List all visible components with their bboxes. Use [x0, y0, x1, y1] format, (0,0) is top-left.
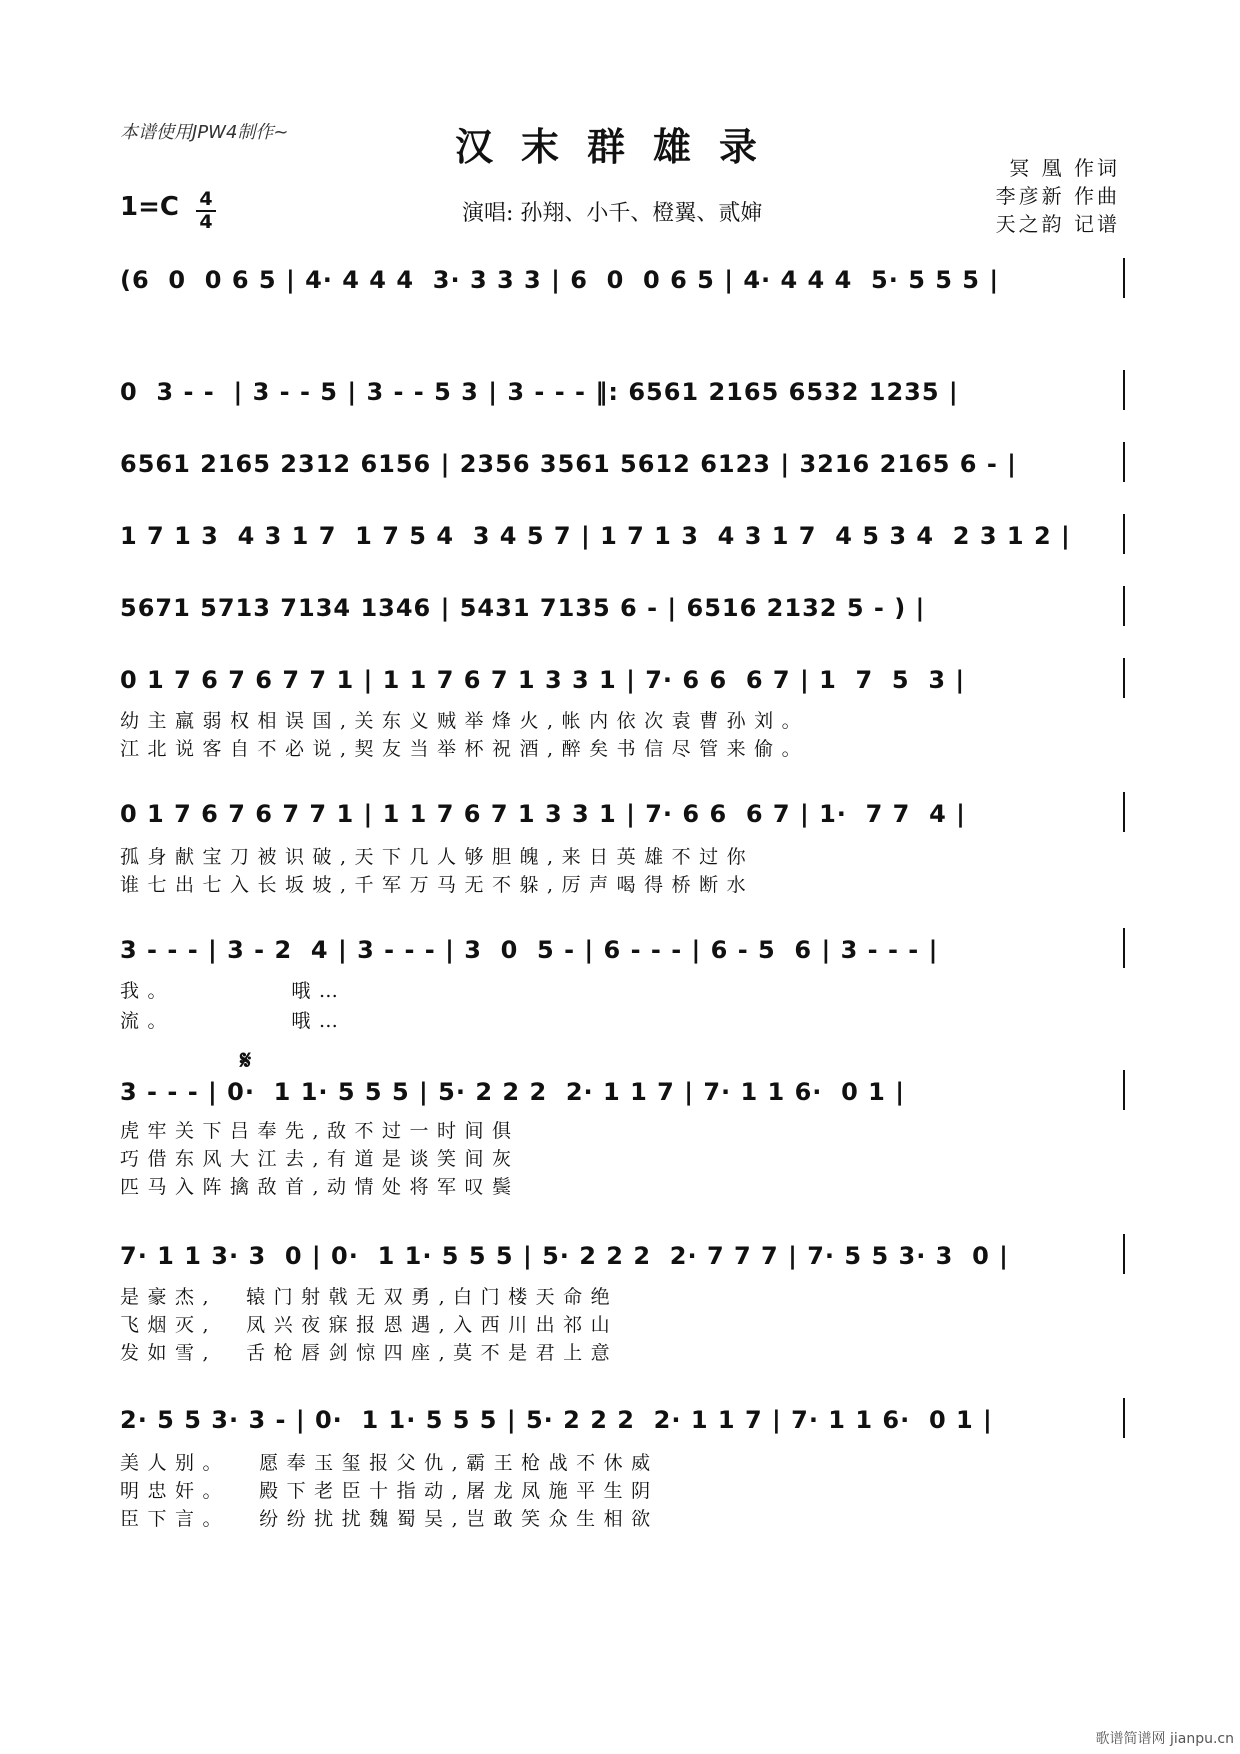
lyric-line: 臣下言。 纷纷扰扰魏蜀吴,岂敢笑众生相欲: [120, 1508, 659, 1530]
notation-line: [120, 440, 1125, 488]
segno-sign: 𝄋: [240, 1046, 252, 1076]
notation-line: [120, 1068, 1125, 1116]
notation-line: [120, 790, 1125, 838]
song-title: 汉末群雄录: [454, 124, 785, 169]
key-signature: 1=C: [120, 192, 179, 222]
lyric-line: 是豪杰, 辕门射戟无双勇,白门楼天命绝: [120, 1286, 619, 1308]
line-end-bar: [1123, 442, 1125, 482]
lyric-line: 流。 哦…: [120, 1010, 347, 1032]
lyric-line: 巧借东风大江去,有道是谈笑间灰: [120, 1148, 520, 1170]
notation-line-notes: 3 - - - | 0· 1 1· 5 5 5 | 5· 2 2 2 2· 1 1 7 | 7· 1 1 6· 0 1 |: [120, 1078, 905, 1106]
notation-line-notes: 0 3 - - | 3 - - 5 | 3 - - 5 3 | 3 - - - ‖: 6561 2165 6532 1235 |: [120, 378, 959, 406]
performers: 演唱: 孙翔、小千、橙翼、贰婶: [462, 201, 763, 226]
lyric-line: 虎牢关下吕奉先,敌不过一时间俱: [120, 1120, 520, 1142]
line-end-bar: [1123, 370, 1125, 410]
line-end-bar: [1123, 514, 1125, 554]
lyric-line: 江北说客自不必说,契友当举杯祝酒,醉矣书信尽管来偷。: [120, 738, 810, 760]
notation-line-notes: 3 - - - | 3 - 2 4 | 3 - - - | 3 0 5 - | 6 - - - | 6 - 5 6 | 3 - - - |: [120, 936, 939, 964]
notation-line-notes: 6561 2165 2312 6156 | 2356 3561 5612 6123 | 3216 2165 6 - |: [120, 450, 1017, 478]
notation-line: [120, 1396, 1125, 1444]
notation-line: [120, 584, 1125, 632]
notation-line-notes: 1 7 1 3 4 3 1 7 1 7 5 4 3 4 5 7 | 1 7 1 3 4 3 1 7 4 5 3 4 2 3 1 2 |: [120, 522, 1071, 550]
composer-credit: 李彦新 作曲: [995, 184, 1120, 208]
time-signature-bottom: 4: [199, 211, 213, 233]
notation-line-notes: 2· 5 5 3· 3 - | 0· 1 1· 5 5 5 | 5· 2 2 2 2· 1 1 7 | 7· 1 1 6· 0 1 |: [120, 1406, 993, 1434]
lyric-line: 孤身献宝刀被识破,天下几人够胆魄,来日英雄不过你: [120, 846, 755, 868]
site-watermark: 歌谱简谱网 jianpu.cn: [1095, 1731, 1234, 1747]
line-end-bar: [1123, 258, 1125, 298]
line-end-bar: [1123, 586, 1125, 626]
notation-line-notes: 5671 5713 7134 1346 | 5431 7135 6 - | 6516 2132 5 - ) |: [120, 594, 926, 622]
notation-line: [120, 926, 1125, 974]
notation-line: [120, 512, 1125, 560]
lyric-line: 匹马入阵擒敌首,动情处将军叹鬓: [120, 1176, 520, 1198]
lyric-line: 飞烟灭, 凤兴夜寐报恩遇,入西川出祁山: [120, 1314, 619, 1336]
notation-line-notes: 0 1 7 6 7 6 7 7 1 | 1 1 7 6 7 1 3 3 1 | 7· 6 6 6 7 | 1· 7 7 4 |: [120, 800, 966, 828]
notation-line: [120, 368, 1125, 416]
lyric-line: 我。 哦…: [120, 980, 347, 1002]
lyricist-credit: 冥 凰 作词: [1009, 156, 1120, 180]
notation-line: [120, 656, 1125, 704]
software-note: 本谱使用JPW4制作~: [120, 122, 289, 143]
line-end-bar: [1123, 792, 1125, 832]
line-end-bar: [1123, 1070, 1125, 1110]
notation-line-notes: 7· 1 1 3· 3 0 | 0· 1 1· 5 5 5 | 5· 2 2 2 2· 7 7 7 | 7· 5 5 3· 3 0 |: [120, 1242, 1009, 1270]
transcriber-credit: 天之韵 记谱: [995, 212, 1120, 236]
lyric-line: 发如雪, 舌枪唇剑惊四座,莫不是君上意: [120, 1342, 619, 1364]
lyric-line: 谁七出七入长坂坡,千军万马无不躲,厉声喝得桥断水: [120, 874, 755, 896]
notation-line: [120, 1232, 1125, 1280]
lyric-line: 美人别。 愿奉玉玺报父仇,霸王枪战不休威: [120, 1452, 659, 1474]
line-end-bar: [1123, 1234, 1125, 1274]
notation-line-notes: (6 0 0 6 5 | 4· 4 4 4 3· 3 3 3 | 6 0 0 6 5 | 4· 4 4 4 5· 5 5 5 |: [120, 266, 1000, 294]
notation-line-notes: 0 1 7 6 7 6 7 7 1 | 1 1 7 6 7 1 3 3 1 | 7· 6 6 6 7 | 1 7 5 3 |: [120, 666, 966, 694]
notation-line: [120, 256, 1125, 304]
lyric-line: 明忠奸。 殿下老臣十指动,屠龙凤施平生阴: [120, 1480, 659, 1502]
time-signature-top: 4: [199, 188, 213, 210]
line-end-bar: [1123, 1398, 1125, 1438]
line-end-bar: [1123, 928, 1125, 968]
time-signature: [196, 190, 216, 232]
lyric-line: 幼主羸弱权相误国,关东义贼举烽火,帐内依次袁曹孙刘。: [120, 710, 810, 732]
line-end-bar: [1123, 658, 1125, 698]
